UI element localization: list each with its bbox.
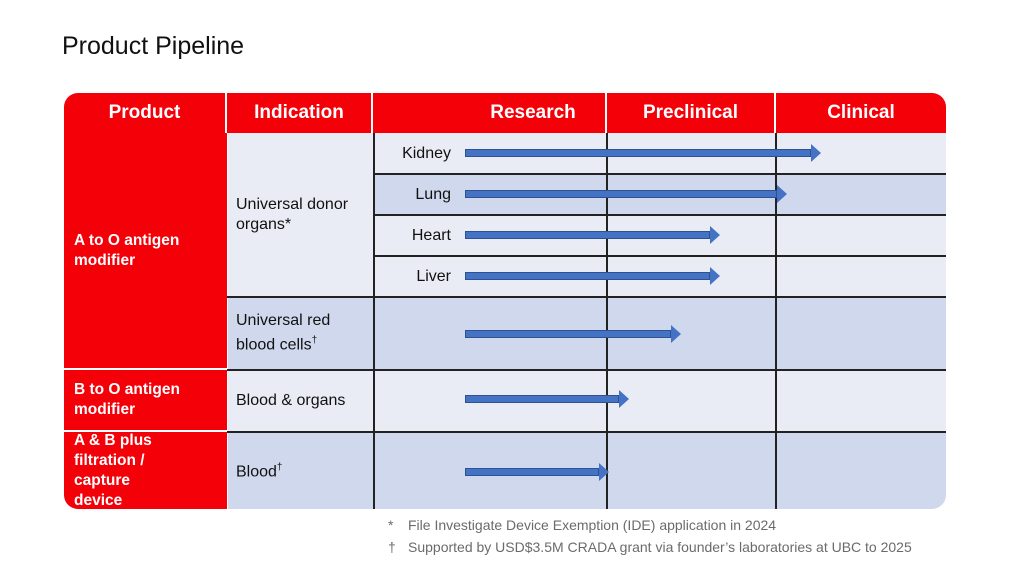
header-clinical: Clinical — [776, 93, 946, 133]
grid-line — [227, 369, 946, 371]
footnotes — [388, 514, 912, 558]
grid-line — [227, 296, 946, 298]
indication-blood-organs: Blood & organs — [227, 370, 373, 432]
footnote-text: Supported by USD$3.5M CRADA grant via founder’s laboratories at UBC to 2025 — [408, 539, 912, 555]
grid-line — [227, 431, 946, 433]
arrow-blood-organs — [465, 389, 629, 409]
organ-blank-rbc — [373, 297, 461, 370]
organ-blank-blood-organs — [373, 370, 461, 432]
product-filtration-device: A & B plus filtration / capture device — [64, 432, 227, 509]
grid-line — [373, 214, 946, 216]
indication-red-blood-cells — [227, 297, 373, 370]
indication-label: Universal red blood cells — [236, 312, 331, 354]
dagger-mark: † — [276, 462, 283, 474]
arrow-heart — [465, 225, 720, 245]
header-product: Product — [64, 93, 227, 133]
header-indication: Indication — [227, 93, 373, 133]
organ-label-lung: Lung — [373, 174, 461, 215]
organ-label-liver: Liver — [373, 256, 461, 297]
grid-line — [373, 133, 375, 509]
page-title: Product Pipeline — [62, 32, 245, 60]
organ-blank-blood — [373, 432, 461, 509]
organ-label-heart: Heart — [373, 215, 461, 256]
footnote-crada — [388, 536, 912, 558]
footnote-mark: * — [388, 517, 394, 533]
grid-line — [373, 173, 946, 175]
header-blank — [373, 93, 461, 133]
arrow-liver — [465, 266, 720, 286]
organ-label-kidney: Kidney — [373, 133, 461, 174]
header-research: Research — [461, 93, 607, 133]
product-a-to-o: A to O antigen modifier — [64, 133, 227, 370]
arrow-red-blood-cells — [465, 324, 681, 344]
footnote-mark: † — [388, 539, 396, 555]
arrow-lung — [465, 184, 787, 204]
dagger-mark: † — [311, 335, 318, 347]
indication-blood — [227, 432, 373, 509]
grid-line — [373, 255, 946, 257]
indication-label: Blood — [236, 463, 277, 481]
footnote-text: File Investigate Device Exemption (IDE) application in 2024 — [408, 517, 777, 533]
pipeline-table — [64, 93, 946, 509]
product-b-to-o: B to O antigen modifier — [64, 370, 227, 432]
arrow-kidney — [465, 143, 821, 163]
arrow-blood — [465, 462, 609, 482]
footnote-ide — [388, 514, 912, 536]
indication-donor-organs — [227, 133, 373, 297]
indication-label: Universal donor organs* — [236, 196, 349, 233]
header-preclinical: Preclinical — [607, 93, 776, 133]
